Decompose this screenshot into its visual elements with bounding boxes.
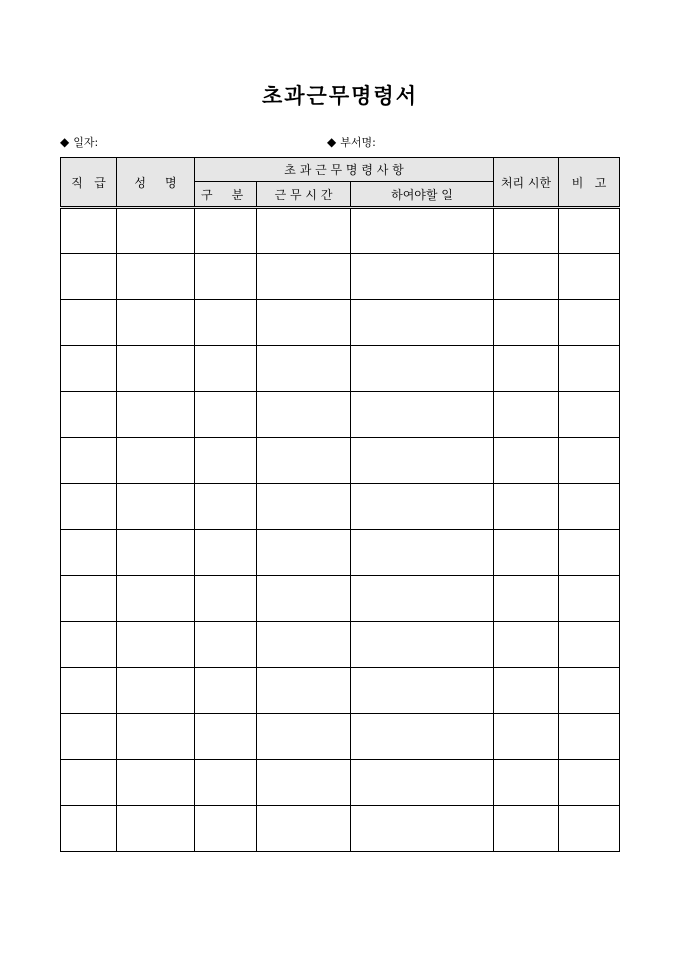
table-cell[interactable] bbox=[61, 438, 117, 484]
table-cell[interactable] bbox=[351, 668, 494, 714]
table-cell[interactable] bbox=[559, 668, 620, 714]
table-cell[interactable] bbox=[494, 254, 559, 300]
table-cell[interactable] bbox=[61, 346, 117, 392]
table-cell[interactable] bbox=[257, 530, 351, 576]
table-row bbox=[61, 300, 620, 346]
table-cell[interactable] bbox=[351, 254, 494, 300]
table-cell[interactable] bbox=[351, 300, 494, 346]
department-label: 부서명: bbox=[340, 136, 376, 149]
table-cell[interactable] bbox=[559, 346, 620, 392]
table-cell[interactable] bbox=[257, 622, 351, 668]
table-cell[interactable] bbox=[257, 254, 351, 300]
table-cell[interactable] bbox=[559, 806, 620, 852]
table-cell[interactable] bbox=[117, 484, 195, 530]
header-rank: 직 급 bbox=[61, 158, 117, 208]
date-label: 일자: bbox=[73, 136, 99, 149]
table-cell[interactable] bbox=[195, 438, 257, 484]
table-row bbox=[61, 530, 620, 576]
table-cell[interactable] bbox=[61, 300, 117, 346]
table-cell[interactable] bbox=[195, 208, 257, 254]
table-cell[interactable] bbox=[257, 208, 351, 254]
table-cell[interactable] bbox=[117, 622, 195, 668]
table-cell[interactable] bbox=[195, 300, 257, 346]
table-cell[interactable] bbox=[494, 346, 559, 392]
table-cell[interactable] bbox=[494, 806, 559, 852]
table-cell[interactable] bbox=[494, 622, 559, 668]
table-cell[interactable] bbox=[559, 438, 620, 484]
table-cell[interactable] bbox=[494, 714, 559, 760]
header-work-time: 근 무 시 간 bbox=[257, 182, 351, 208]
table-cell[interactable] bbox=[494, 530, 559, 576]
table-cell[interactable] bbox=[195, 760, 257, 806]
table-row bbox=[61, 208, 620, 254]
overtime-order-table bbox=[60, 157, 620, 852]
table-cell[interactable] bbox=[117, 254, 195, 300]
table-cell[interactable] bbox=[61, 208, 117, 254]
table-cell[interactable] bbox=[195, 484, 257, 530]
table-cell[interactable] bbox=[117, 576, 195, 622]
table-cell[interactable] bbox=[559, 392, 620, 438]
table-cell[interactable] bbox=[117, 438, 195, 484]
table-cell[interactable] bbox=[61, 576, 117, 622]
table-cell[interactable] bbox=[195, 622, 257, 668]
table-cell[interactable] bbox=[117, 668, 195, 714]
table-cell[interactable] bbox=[559, 484, 620, 530]
table-cell[interactable] bbox=[257, 484, 351, 530]
table-row bbox=[61, 346, 620, 392]
table-cell[interactable] bbox=[61, 806, 117, 852]
header-overtime-order-details: 초 과 근 무 명 령 사 항 bbox=[195, 158, 494, 182]
table-cell[interactable] bbox=[61, 530, 117, 576]
table-cell[interactable] bbox=[257, 668, 351, 714]
table-cell[interactable] bbox=[195, 576, 257, 622]
table-cell[interactable] bbox=[195, 668, 257, 714]
table-cell[interactable] bbox=[351, 806, 494, 852]
table-cell[interactable] bbox=[257, 392, 351, 438]
diamond-bullet-icon: ◆ bbox=[327, 135, 337, 149]
table-cell[interactable] bbox=[61, 760, 117, 806]
table-cell[interactable] bbox=[195, 346, 257, 392]
table-cell[interactable] bbox=[61, 392, 117, 438]
table-cell[interactable] bbox=[494, 208, 559, 254]
table-cell[interactable] bbox=[61, 622, 117, 668]
header-deadline: 처리 시한 bbox=[494, 158, 559, 208]
table-cell[interactable] bbox=[559, 576, 620, 622]
table-cell[interactable] bbox=[61, 254, 117, 300]
table-row bbox=[61, 484, 620, 530]
table-cell[interactable] bbox=[494, 484, 559, 530]
table-cell[interactable] bbox=[117, 760, 195, 806]
date-field bbox=[60, 134, 98, 150]
table-cell[interactable] bbox=[494, 576, 559, 622]
table-cell[interactable] bbox=[559, 714, 620, 760]
table-cell[interactable] bbox=[195, 392, 257, 438]
table-cell[interactable] bbox=[195, 530, 257, 576]
table-cell[interactable] bbox=[195, 254, 257, 300]
diamond-bullet-icon: ◆ bbox=[60, 135, 70, 149]
table-cell[interactable] bbox=[117, 530, 195, 576]
table-cell[interactable] bbox=[257, 806, 351, 852]
table-body bbox=[61, 208, 620, 852]
table-row bbox=[61, 760, 620, 806]
table-row bbox=[61, 714, 620, 760]
table-row bbox=[61, 254, 620, 300]
table-row bbox=[61, 438, 620, 484]
table-cell[interactable] bbox=[257, 714, 351, 760]
table-cell[interactable] bbox=[351, 622, 494, 668]
table-cell[interactable] bbox=[351, 714, 494, 760]
table-cell[interactable] bbox=[494, 760, 559, 806]
table-cell[interactable] bbox=[351, 760, 494, 806]
header-name: 성 명 bbox=[117, 158, 195, 208]
department-field bbox=[327, 134, 376, 150]
table-cell[interactable] bbox=[195, 714, 257, 760]
table-cell[interactable] bbox=[351, 484, 494, 530]
table-cell[interactable] bbox=[257, 438, 351, 484]
table-cell[interactable] bbox=[117, 208, 195, 254]
table-cell[interactable] bbox=[559, 622, 620, 668]
table-cell[interactable] bbox=[117, 806, 195, 852]
document-title: 초과근무명령서 bbox=[261, 83, 418, 108]
table-cell[interactable] bbox=[61, 714, 117, 760]
table-cell[interactable] bbox=[351, 576, 494, 622]
table-row bbox=[61, 668, 620, 714]
table-cell[interactable] bbox=[117, 300, 195, 346]
table-cell[interactable] bbox=[351, 530, 494, 576]
table-row bbox=[61, 576, 620, 622]
table-cell[interactable] bbox=[559, 300, 620, 346]
header-remarks: 비 고 bbox=[559, 158, 620, 208]
table-cell[interactable] bbox=[257, 346, 351, 392]
table-cell[interactable] bbox=[351, 346, 494, 392]
table-cell[interactable] bbox=[351, 438, 494, 484]
table-cell[interactable] bbox=[559, 760, 620, 806]
table-cell[interactable] bbox=[61, 668, 117, 714]
table-cell[interactable] bbox=[61, 484, 117, 530]
table-cell[interactable] bbox=[559, 254, 620, 300]
table-cell[interactable] bbox=[195, 806, 257, 852]
table-cell[interactable] bbox=[351, 208, 494, 254]
table-cell[interactable] bbox=[494, 392, 559, 438]
table-cell[interactable] bbox=[257, 760, 351, 806]
table-cell[interactable] bbox=[494, 300, 559, 346]
header-tasks: 하여야할 일 bbox=[351, 182, 494, 208]
table-cell[interactable] bbox=[559, 208, 620, 254]
table-cell[interactable] bbox=[117, 346, 195, 392]
table-row bbox=[61, 622, 620, 668]
table-cell[interactable] bbox=[494, 668, 559, 714]
table-cell[interactable] bbox=[257, 576, 351, 622]
table-cell[interactable] bbox=[117, 392, 195, 438]
table-cell[interactable] bbox=[351, 392, 494, 438]
table-cell[interactable] bbox=[117, 714, 195, 760]
table-row bbox=[61, 806, 620, 852]
table-row bbox=[61, 392, 620, 438]
table-cell[interactable] bbox=[559, 530, 620, 576]
header-category: 구 분 bbox=[195, 182, 257, 208]
table-cell[interactable] bbox=[257, 300, 351, 346]
table-cell[interactable] bbox=[494, 438, 559, 484]
